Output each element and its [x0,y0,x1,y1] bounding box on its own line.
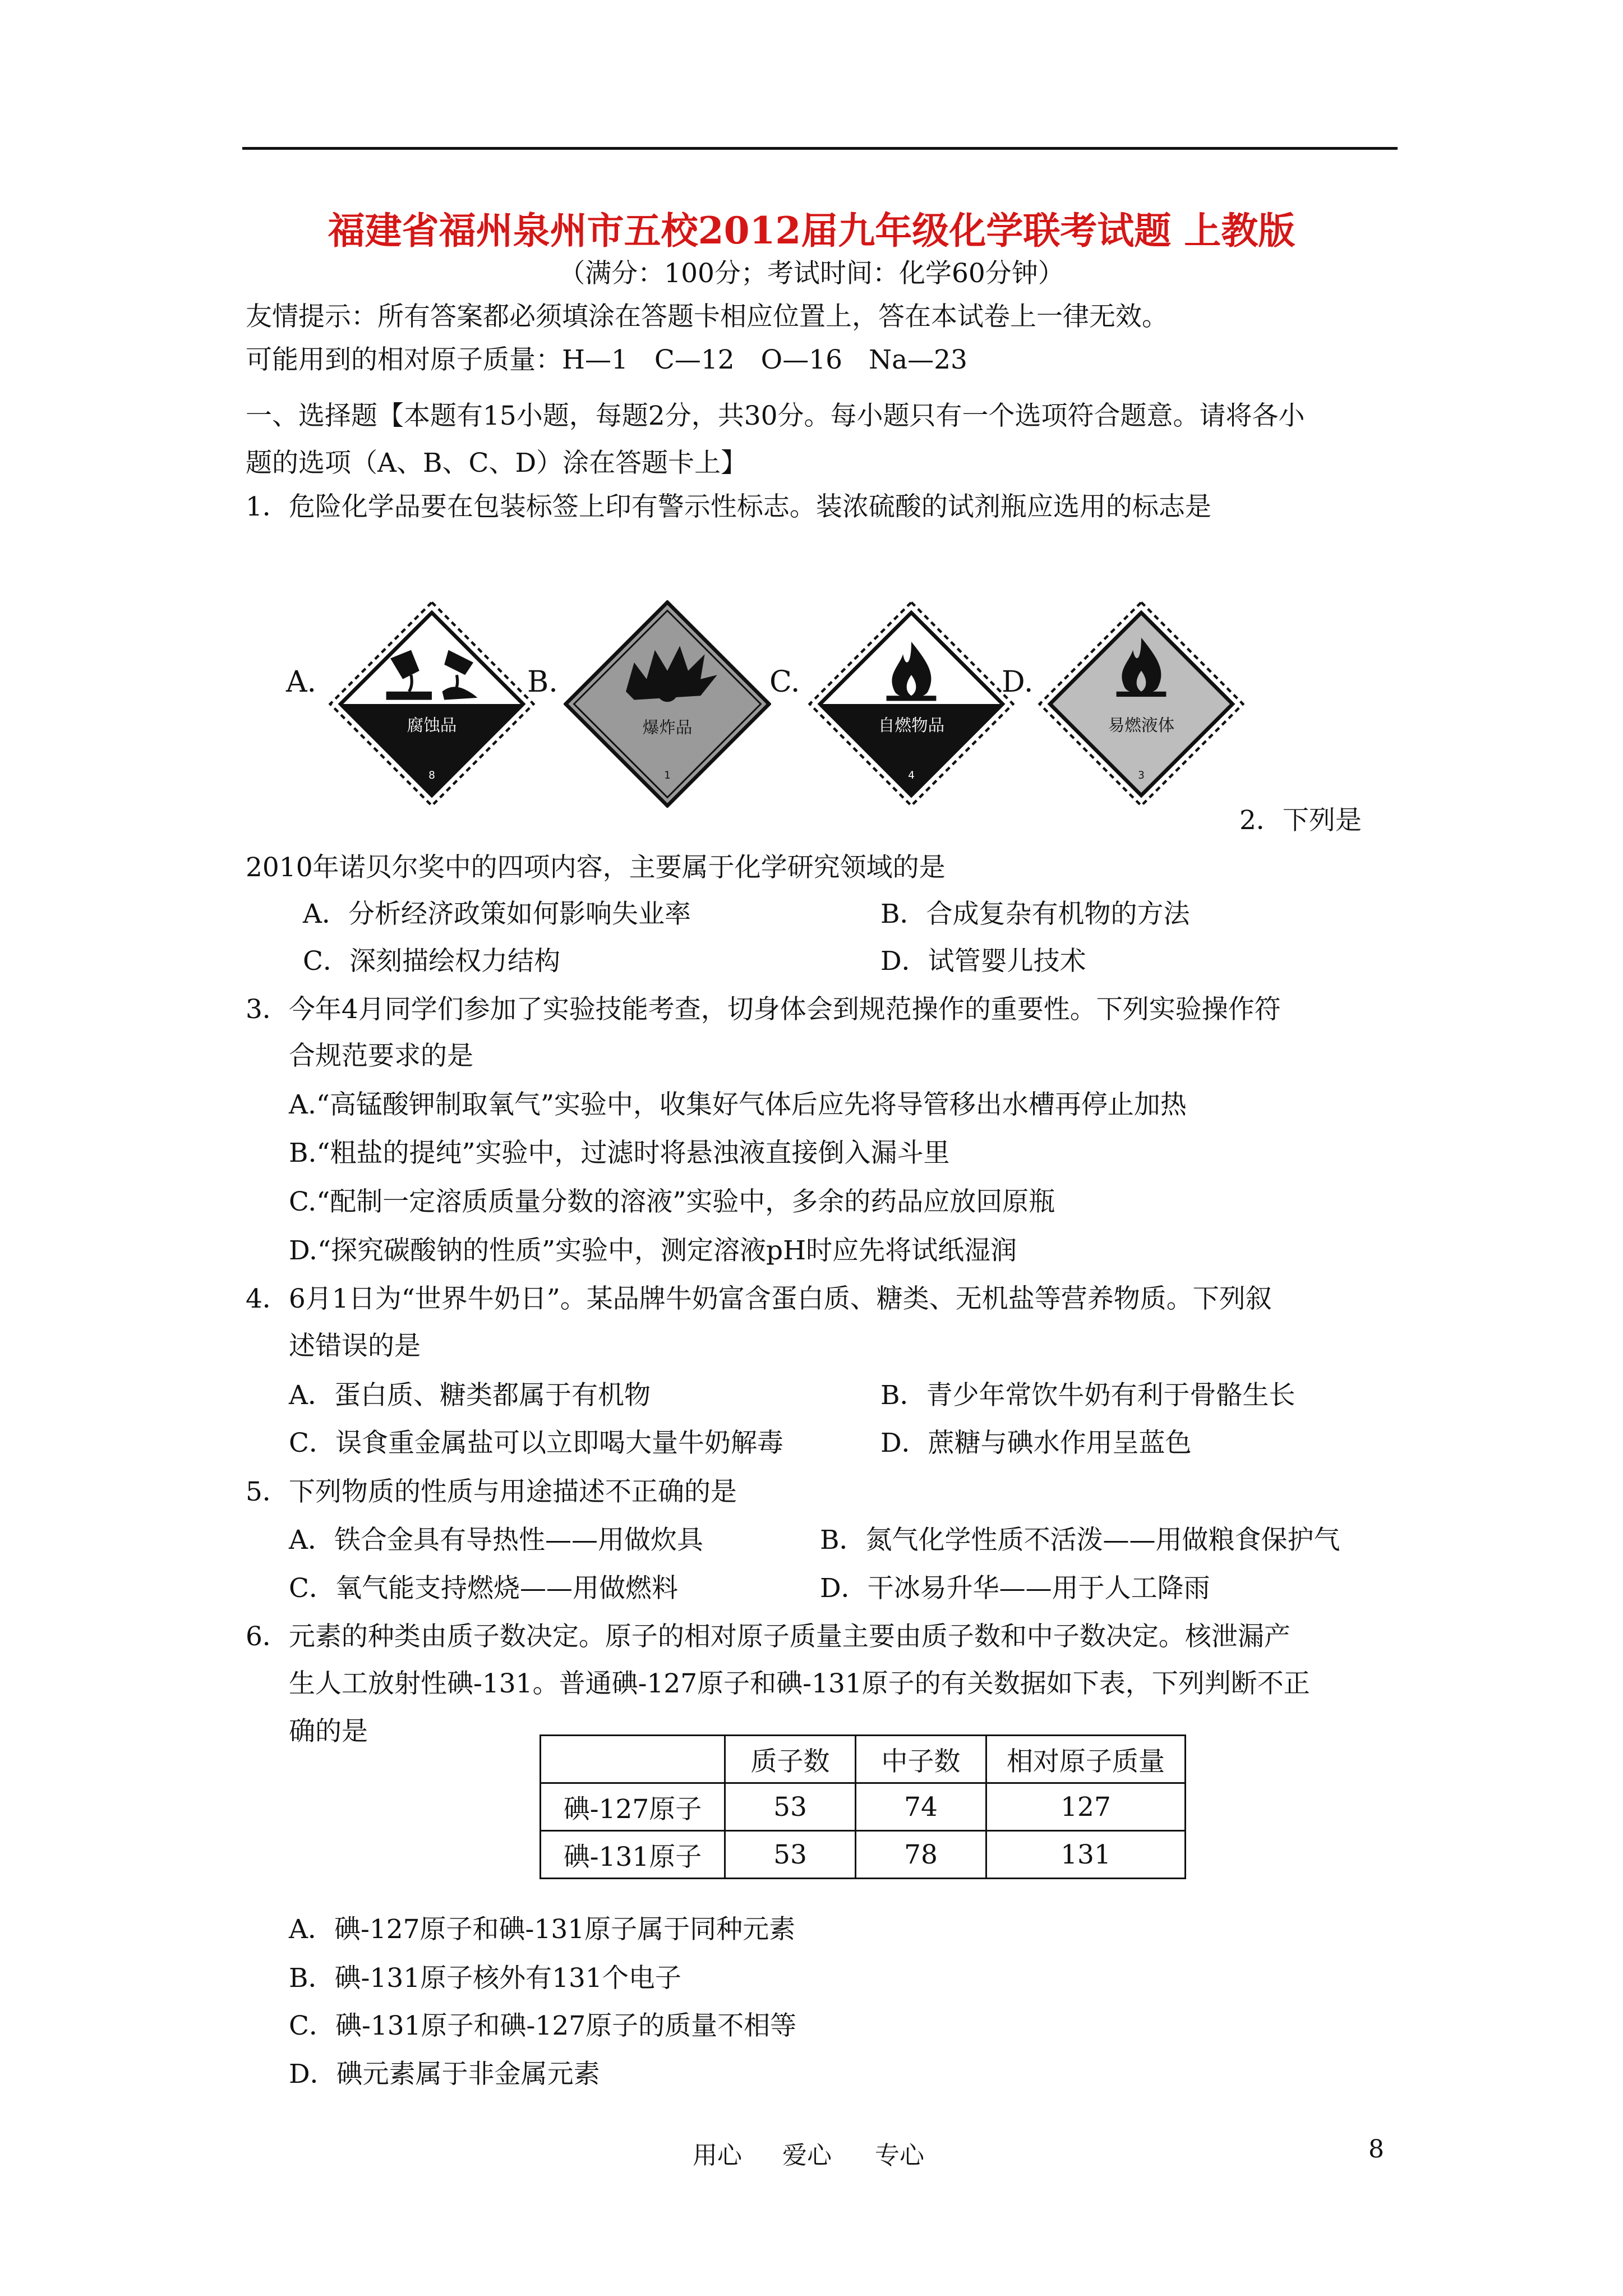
svg-text:4: 4 [908,770,915,782]
q1-option-a-letter[interactable]: A. [286,665,317,699]
q1-option-d-letter[interactable]: D. [1002,665,1034,699]
table-cell: 碘-131原子 [541,1831,725,1879]
footer-motto-2: 爱心 [782,2141,832,2170]
q1-option-b-letter[interactable]: B. [527,665,558,699]
table-header-cell: 质子数 [725,1736,856,1783]
q3-option-b[interactable]: B.“粗盐的提纯”实验中，过滤时将悬浊液直接倒入漏斗里 [289,1138,950,1168]
q4-option-b[interactable]: B．青少年常饮牛奶有利于骨骼生长 [880,1380,1295,1411]
exam-info: （满分：100分；考试时间：化学60分钟） [559,258,1064,289]
q3-option-c[interactable]: C.“配制一定溶质质量分数的溶液”实验中，多余的药品应放回原瓶 [289,1186,1055,1217]
friendly-tip: 友情提示：所有答案都必须填涂在答题卡相应位置上，答在本试卷上一律无效。 [246,301,1168,332]
table-cell: 78 [856,1831,986,1879]
q6-stem-line3: 确的是 [289,1716,368,1747]
table-header-cell: 中子数 [856,1736,986,1783]
q5-option-b[interactable]: B．氮气化学性质不活泼——用做粮食保护气 [820,1525,1340,1556]
q6-stem-line2: 生人工放射性碘-131。普通碘-127原子和碘-131原子的有关数据如下表，下列判断不正 [289,1668,1310,1699]
q5-stem: 5．下列物质的性质与用途描述不正确的是 [246,1476,737,1507]
table-cell: 碘-127原子 [541,1783,725,1831]
table-cell: 53 [725,1783,856,1831]
q4-option-d[interactable]: D．蔗糖与碘水作用呈蓝色 [880,1428,1192,1458]
q1-option-d-sign[interactable] [1038,600,1245,808]
table-header-cell [541,1736,725,1783]
q1-stem: 1．危险化学品要在包装标签上印有警示性标志。装浓硫酸的试剂瓶应选用的标志是 [246,491,1211,522]
q5-option-c[interactable]: C．氧气能支持燃烧——用做燃料 [289,1573,678,1604]
q5-option-a[interactable]: A．铁合金具有导热性——用做炊具 [289,1525,703,1556]
q1-option-c-sign[interactable] [808,600,1015,808]
q2-option-a[interactable]: A．分析经济政策如何影响失业率 [303,899,691,930]
q2-option-b[interactable]: B．合成复杂有机物的方法 [880,899,1190,930]
svg-text:8: 8 [428,770,435,782]
q1-option-c-label: 自燃物品 [878,716,945,735]
q6-option-a[interactable]: A．碘-127原子和碘-131原子属于同种元素 [289,1914,796,1945]
iodine-isotope-table [540,1734,1186,1879]
q6-option-b[interactable]: B．碘-131原子核外有131个电子 [289,1963,681,1994]
page-title: 福建省福州泉州市五校2012届九年级化学联考试题 上教版 [328,209,1295,252]
page-number: 8 [1368,2135,1384,2164]
q1-option-c-letter[interactable]: C. [769,665,800,699]
q1-option-b-label: 爆炸品 [642,717,693,737]
svg-text:3: 3 [1138,770,1145,782]
header-rule [242,147,1398,150]
table-header-row [541,1736,1186,1783]
q3-stem-line1: 3．今年4月同学们参加了实验技能考查，切身体会到规范操作的重要性。下列实验操作符 [246,994,1281,1025]
q6-option-d[interactable]: D．碘元素属于非金属元素 [289,2059,600,2090]
q1-option-b-sign[interactable] [564,600,771,808]
q4-stem-line1: 4．6月1日为“世界牛奶日”。某品牌牛奶富含蛋白质、糖类、无机盐等营养物质。下列叙 [246,1283,1272,1314]
q6-stem-line1: 6．元素的种类由质子数决定。原子的相对原子质量主要由质子数和中子数决定。核泄漏产 [246,1621,1290,1652]
table-cell: 131 [986,1831,1186,1879]
atomic-mass-line: 可能用到的相对原子质量：H—1 C—12 O—16 Na—23 [246,344,967,375]
table-row [541,1783,1186,1831]
q3-stem-line2: 合规范要求的是 [289,1041,473,1071]
q3-option-a[interactable]: A.“高锰酸钾制取氧气”实验中，收集好气体后应先将导管移出水槽再停止加热 [289,1089,1187,1120]
q6-option-c[interactable]: C．碘-131原子和碘-127原子的质量不相等 [289,2010,797,2041]
table-row [541,1831,1186,1879]
q2-option-d[interactable]: D．试管婴儿技术 [880,946,1086,977]
table-cell: 53 [725,1831,856,1879]
q2-stem: 2010年诺贝尔奖中的四项内容，主要属于化学研究领域的是 [246,852,946,883]
q4-option-c[interactable]: C．误食重金属盐可以立即喝大量牛奶解毒 [289,1428,783,1458]
table-header-cell: 相对原子质量 [986,1736,1186,1783]
q5-option-d[interactable]: D．干冰易升华——用于人工降雨 [820,1573,1210,1604]
svg-text:1: 1 [664,770,671,782]
q1-option-d-label: 易燃液体 [1108,716,1175,735]
q4-option-a[interactable]: A．蛋白质、糖类都属于有机物 [289,1380,651,1411]
q2-stem-tail: 2．下列是 [1239,805,1362,836]
footer-motto-3: 专心 [875,2141,924,2170]
table-cell: 127 [986,1783,1186,1831]
section1-intro-line1: 一、选择题【本题有15小题，每题2分，共30分。每小题只有一个选项符合题意。请将各小 [246,401,1305,431]
section1-intro-line2: 题的选项（A、B、C、D）涂在答题卡上】 [246,448,748,478]
q2-option-c[interactable]: C．深刻描绘权力结构 [303,946,560,977]
q3-option-d[interactable]: D.“探究碳酸钠的性质”实验中，测定溶液pH时应先将试纸湿润 [289,1235,1017,1266]
q1-option-a-sign[interactable] [328,600,536,808]
footer-motto-1: 用心 [693,2141,742,2170]
table-cell: 74 [856,1783,986,1831]
q4-stem-line2: 述错误的是 [289,1331,421,1361]
q1-option-a-label: 腐蚀品 [407,716,457,735]
